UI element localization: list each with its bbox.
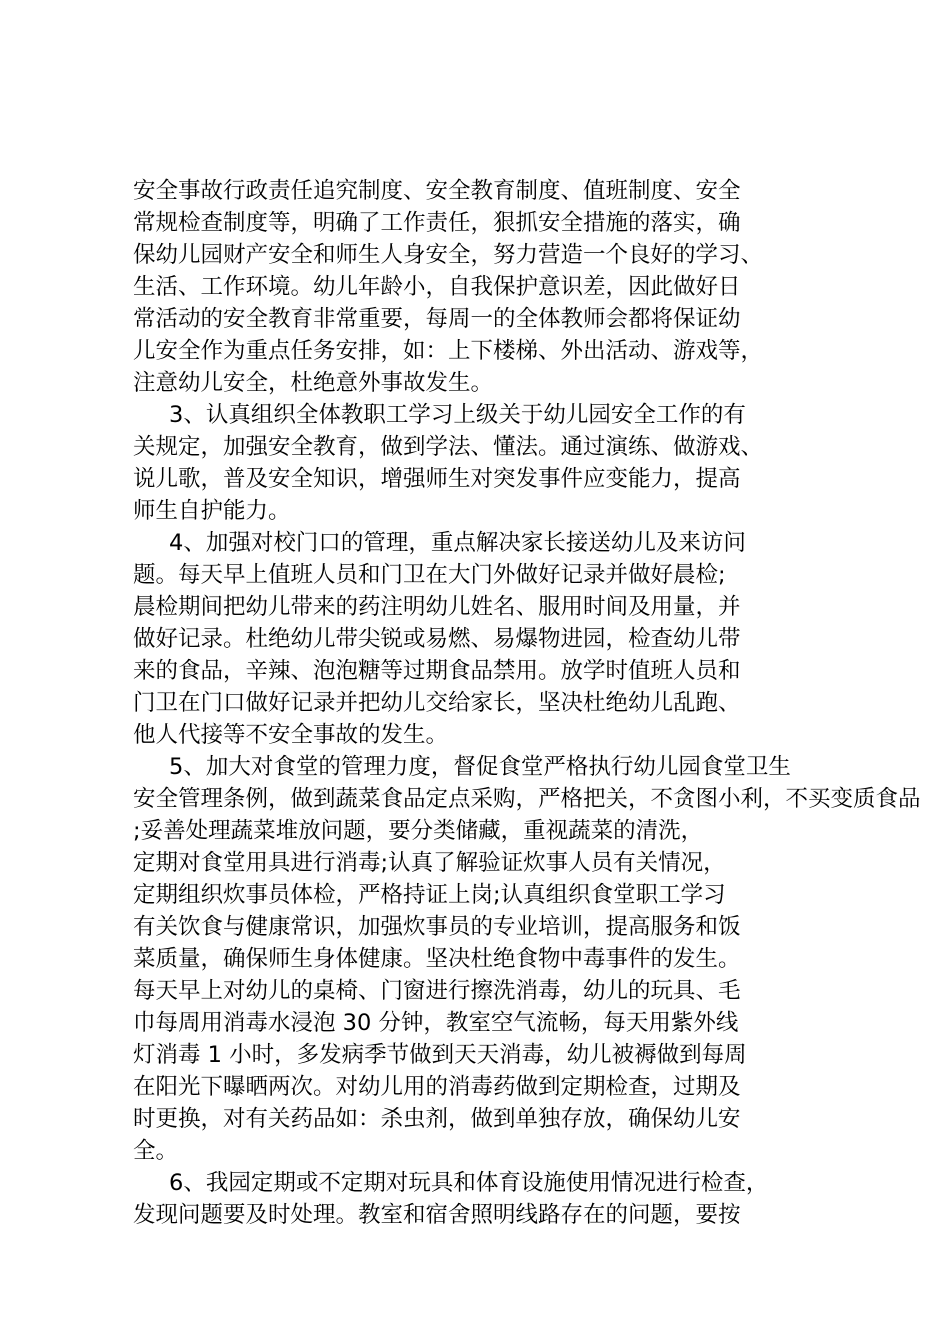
text-line: 儿安全作为重点任务安排，如：上下楼梯、外出活动、游戏等， xyxy=(133,338,764,364)
document-body xyxy=(133,175,921,1231)
text-line: 菜质量，确保师生身体健康。坚决杜绝食物中毒事件的发生。 xyxy=(133,946,741,972)
text-line: 保幼儿园财产安全和师生人身安全，努力营造一个良好的学习、 xyxy=(133,242,764,268)
text-line: 生活、工作环境。幼儿年龄小，自我保护意识差，因此做好日 xyxy=(133,274,741,300)
paragraph-p-intro xyxy=(133,175,853,399)
paragraph-p-4 xyxy=(133,527,853,751)
paragraph-p-5 xyxy=(133,751,921,1167)
paragraph-p-3 xyxy=(133,399,853,527)
text-line: 晨检期间把幼儿带来的药注明幼儿姓名、服用时间及用量，并 xyxy=(133,594,741,620)
text-line: 常规检查制度等，明确了工作责任，狠抓安全措施的落实，确 xyxy=(133,210,741,236)
text-line: ;妥善处理蔬菜堆放问题，要分类储藏，重视蔬菜的清洗， xyxy=(133,818,704,844)
text-line: 全。 xyxy=(133,1138,179,1164)
text-line: 5、加大对食堂的管理力度，督促食堂严格执行幼儿园食堂卫生 xyxy=(169,754,791,780)
text-line: 安全管理条例，做到蔬菜食品定点采购，严格把关，不贪图小利，不买变质食品 xyxy=(133,786,921,812)
text-line: 发现问题要及时处理。教室和宿舍照明线路存在的问题，要按 xyxy=(133,1202,741,1228)
text-line: 师生自护能力。 xyxy=(133,498,291,524)
text-line: 定期对食堂用具进行消毒;认真了解验证炊事人员有关情况， xyxy=(133,850,726,876)
text-line: 题。每天早上值班人员和门卫在大门外做好记录并做好晨检; xyxy=(133,562,726,588)
text-line: 注意幼儿安全，杜绝意外事故发生。 xyxy=(133,370,494,396)
text-line: 每天早上对幼儿的桌椅、门窗进行擦洗消毒，幼儿的玩具、毛 xyxy=(133,978,741,1004)
text-line: 门卫在门口做好记录并把幼儿交给家长，坚决杜绝幼儿乱跑、 xyxy=(133,690,741,716)
text-line: 在阳光下曝晒两次。对幼儿用的消毒药做到定期检查，过期及 xyxy=(133,1074,741,1100)
text-line: 常活动的安全教育非常重要，每周一的全体教师会都将保证幼 xyxy=(133,306,741,332)
text-line: 巾每周用消毒水浸泡 30 分钟，教室空气流畅，每天用紫外线 xyxy=(133,1010,739,1036)
text-line: 4、加强对校门口的管理，重点解决家长接送幼儿及来访问 xyxy=(169,530,746,556)
text-line: 3、认真组织全体教职工学习上级关于幼儿园安全工作的有 xyxy=(169,402,746,428)
text-line: 有关饮食与健康常识，加强炊事员的专业培训，提高服务和饭 xyxy=(133,914,741,940)
paragraph-p-6 xyxy=(133,1167,853,1231)
text-line: 他人代接等不安全事故的发生。 xyxy=(133,722,449,748)
text-line: 定期组织炊事员体检，严格持证上岗;认真组织食堂职工学习 xyxy=(133,882,726,908)
text-line: 说儿歌，普及安全知识，增强师生对突发事件应变能力，提高 xyxy=(133,466,741,492)
text-line: 灯消毒 1 小时，多发病季节做到天天消毒，幼儿被褥做到每周 xyxy=(133,1042,747,1068)
text-line: 来的食品，辛辣、泡泡糖等过期食品禁用。放学时值班人员和 xyxy=(133,658,741,684)
text-line: 做好记录。杜绝幼儿带尖锐或易燃、易爆物进园，检查幼儿带 xyxy=(133,626,741,652)
text-line: 时更换，对有关药品如：杀虫剂，做到单独存放，确保幼儿安 xyxy=(133,1106,741,1132)
text-line: 安全事故行政责任追究制度、安全教育制度、值班制度、安全 xyxy=(133,178,741,204)
text-line: 关规定，加强安全教育，做到学法、懂法。通过演练、做游戏、 xyxy=(133,434,764,460)
text-line: 6、我园定期或不定期对玩具和体育设施使用情况进行检查， xyxy=(169,1170,769,1196)
